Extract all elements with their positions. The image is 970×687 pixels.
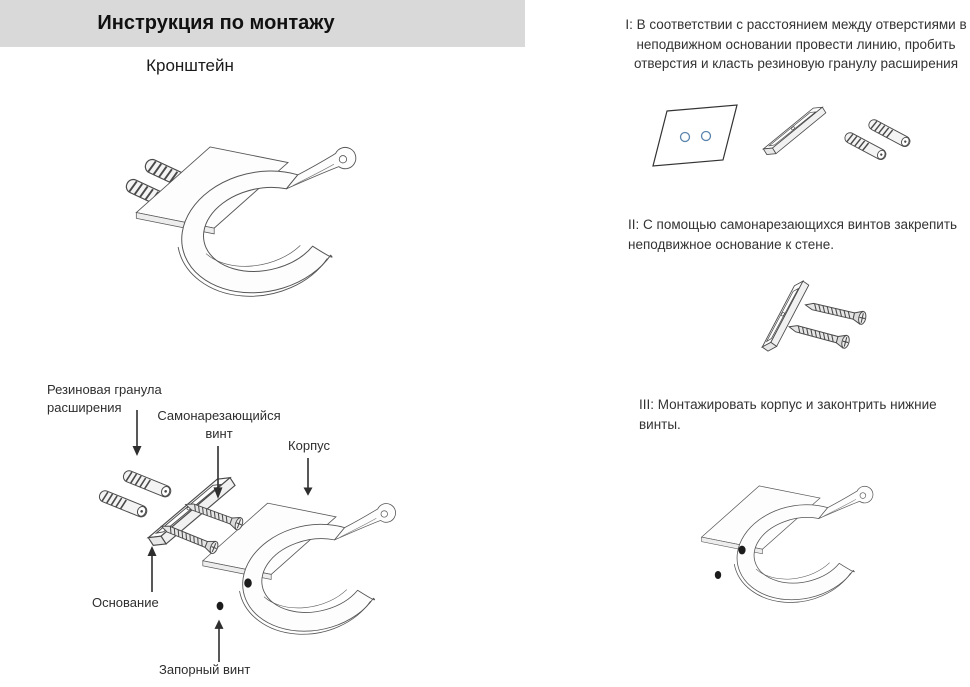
label-body: Корпус: [288, 438, 330, 453]
base-icon: [755, 279, 816, 354]
label-base: Основание: [92, 595, 159, 610]
label-locking-screw: Запорный винт: [159, 662, 251, 677]
label-self-tapping-screw: Самонарезающийся винт: [157, 408, 281, 441]
base-icon: [759, 104, 830, 158]
dowel-icon: [843, 131, 888, 161]
product-title: Кронштейн: [146, 56, 234, 75]
step-2-drawing: [715, 272, 915, 367]
step-3-drawing: [678, 462, 908, 622]
arrow-up-icon: [148, 546, 157, 592]
bracket-icon: [702, 486, 873, 603]
arrow-up-icon: [215, 620, 224, 662]
screw-icon: [804, 299, 867, 326]
step-1-drawing: [645, 100, 935, 190]
step-2-text: II: С помощью самонарезающихся винтов закрепить неподвижное основание к стене.: [628, 217, 958, 252]
dowel-icon: [122, 469, 173, 498]
locking-screw-dot: [715, 571, 721, 579]
dowel-icon: [867, 118, 912, 148]
main-bracket-drawing: [40, 110, 390, 320]
locking-screw-dot: [244, 578, 252, 587]
arrow-down-icon: [304, 458, 313, 496]
step-1-text: I: В соответствии с расстоянием между отверстиями в неподвижном основании провести линию, пробить отверстия и класть резиновую гранулу расширения: [625, 17, 967, 72]
page-title: Инструкция по монтажу: [97, 12, 335, 34]
screw-icon: [788, 321, 851, 350]
locking-screw-dot: [738, 546, 745, 555]
plate-with-holes-icon: [653, 105, 737, 166]
dowel-icon: [98, 489, 149, 518]
step-3-text: III: Монтажировать корпус и законтрить нижние винты.: [639, 397, 937, 432]
locking-screw-dot: [217, 602, 224, 610]
label-rubber-plug: Резиновая гранула расширения: [47, 382, 162, 415]
